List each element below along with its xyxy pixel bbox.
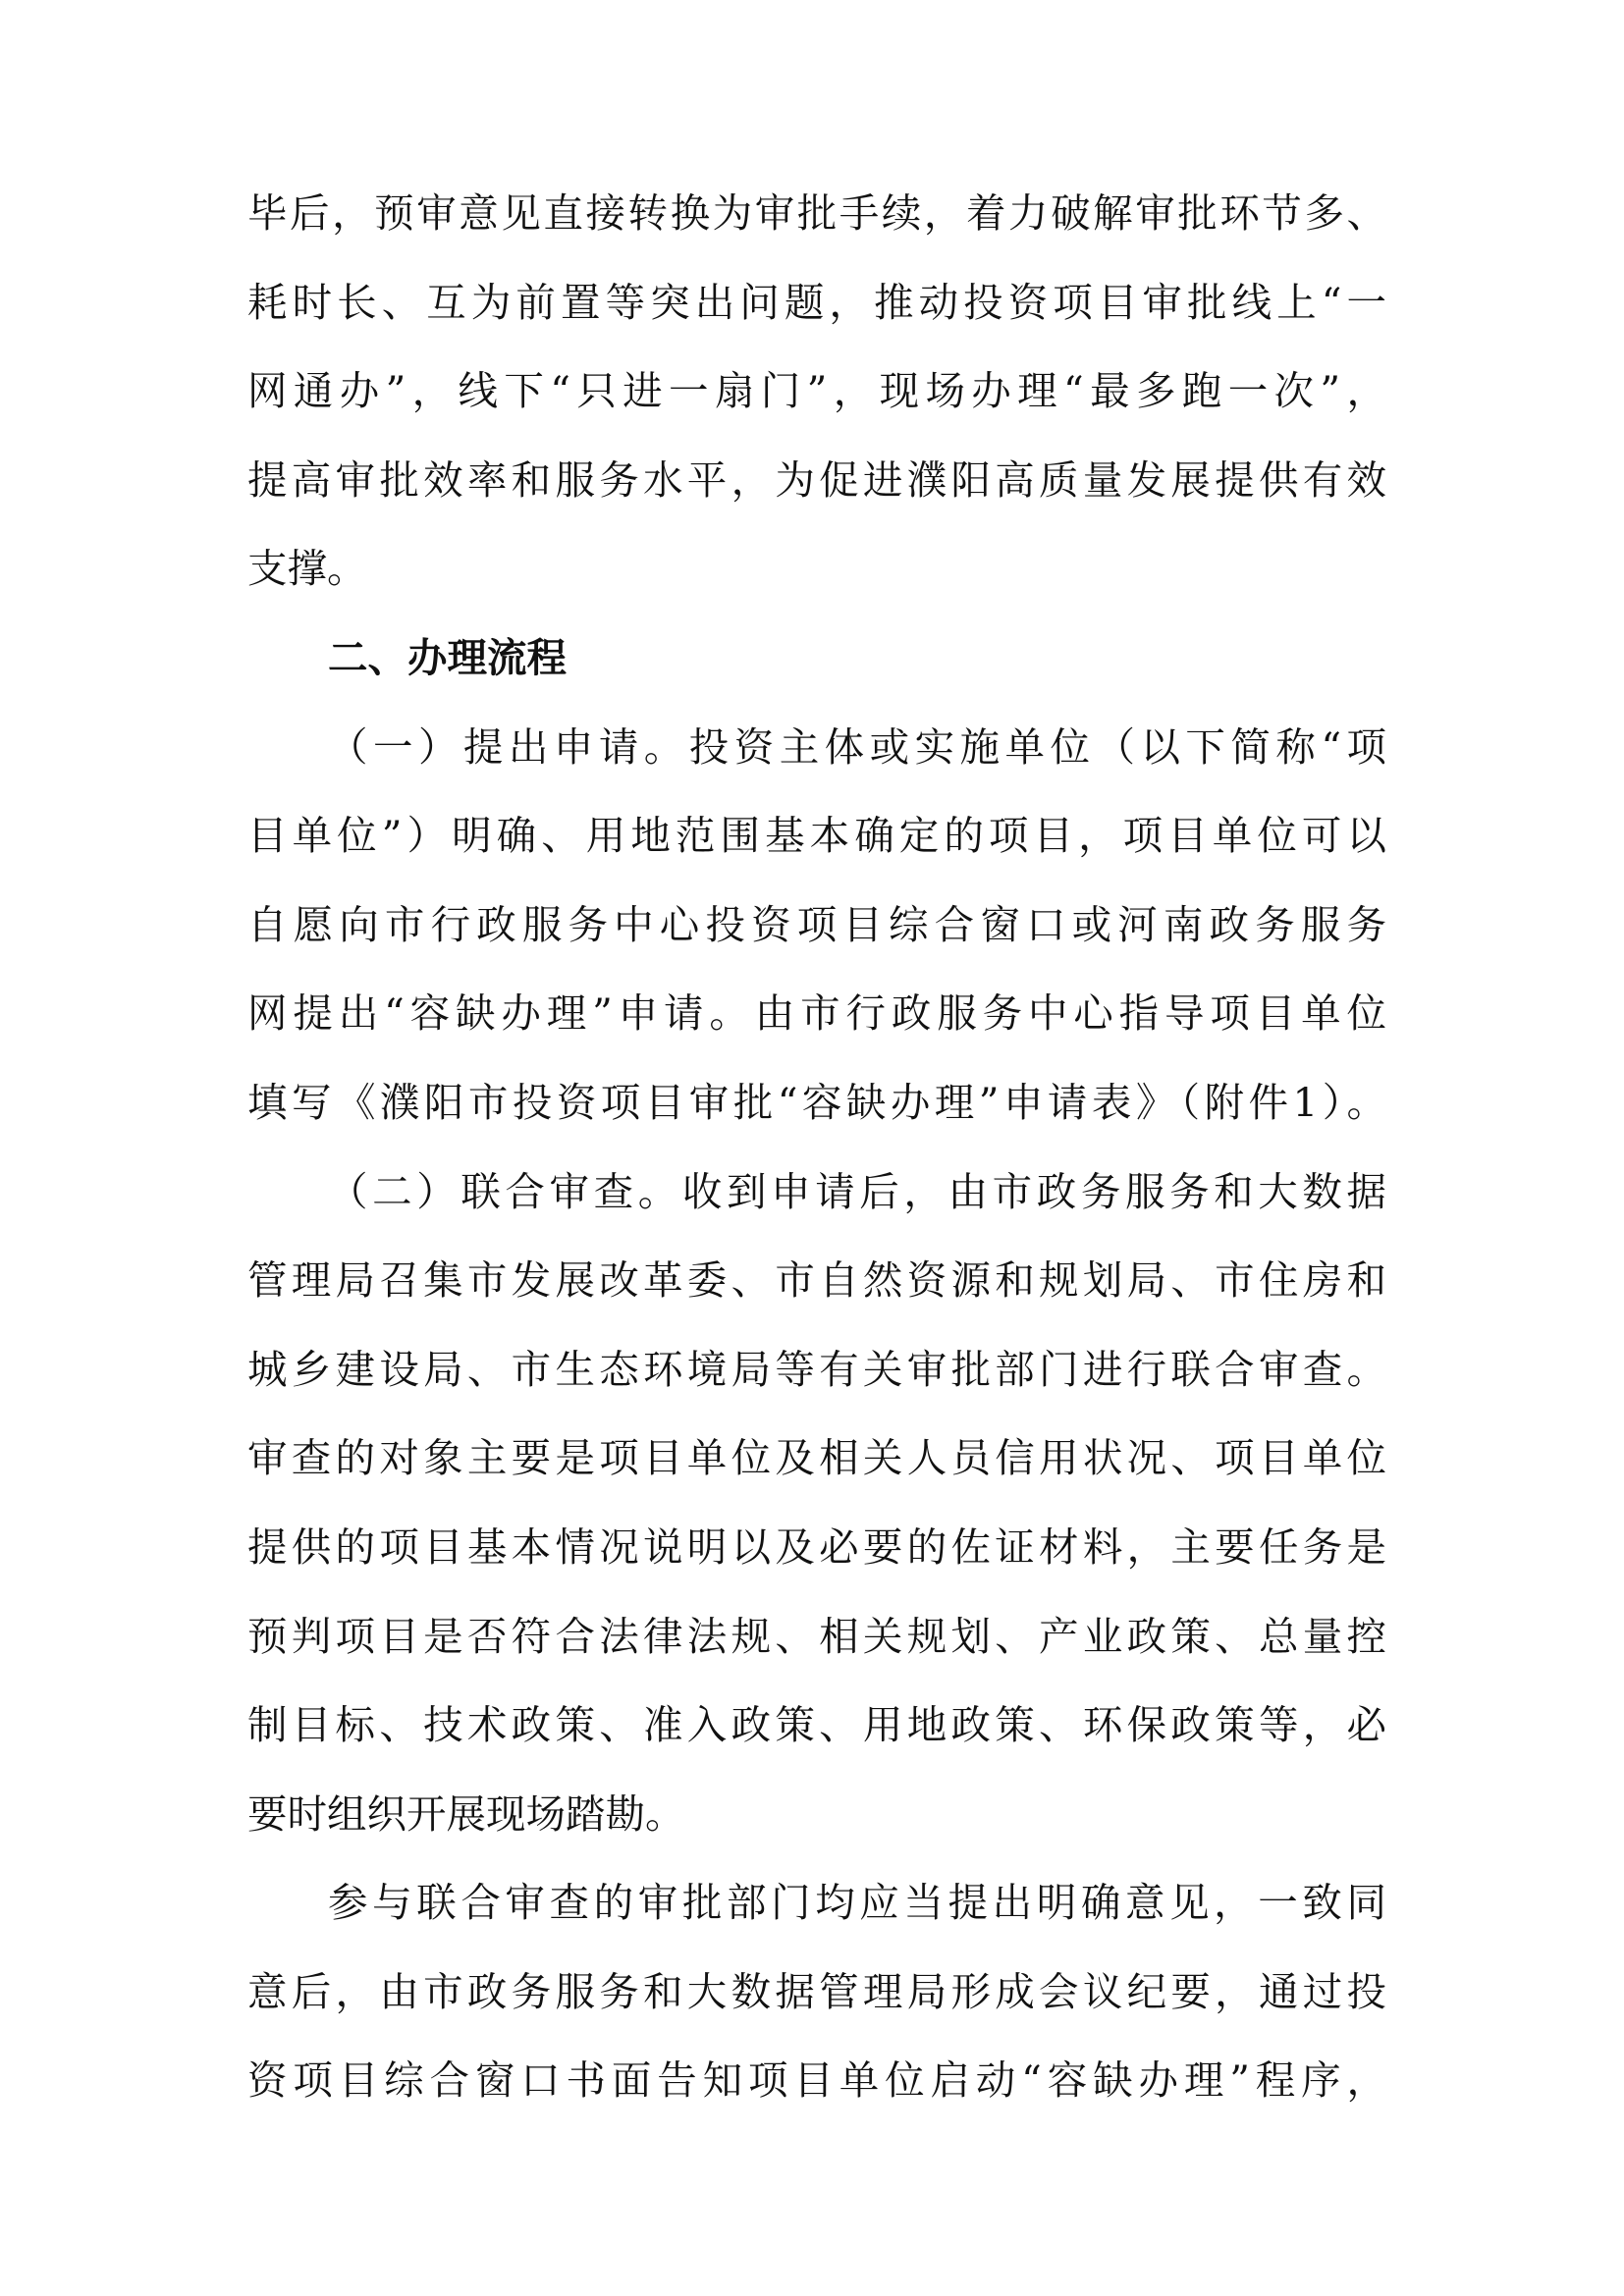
text-line: 耗时长、互为前置等突出问题，推动投资项目审批线上“一 bbox=[247, 278, 1386, 326]
text-line: 意后，由市政务服务和大数据管理局形成会议纪要，通过投 bbox=[247, 1967, 1386, 2015]
text-line: 制目标、技术政策、准入政策、用地政策、环保政策等，必 bbox=[247, 1701, 1386, 1749]
text-line: 自愿向市行政服务中心投资项目综合窗口或河南政务服务 bbox=[247, 900, 1386, 948]
text-line: 目单位”）明确、用地范围基本确定的项目，项目单位可以 bbox=[247, 812, 1386, 860]
text-line: （一）提出申请。投资主体或实施单位（以下简称“项 bbox=[328, 722, 1386, 771]
text-line: 提高审批效率和服务水平，为促进濮阳高质量发展提供有效 bbox=[247, 455, 1386, 504]
text-line: 管理局召集市发展改革委、市自然资源和规划局、市住房和 bbox=[247, 1256, 1386, 1305]
text-line: 审查的对象主要是项目单位及相关人员信用状况、项目单位 bbox=[247, 1434, 1386, 1482]
text-line: 参与联合审查的审批部门均应当提出明确意见，一致同 bbox=[328, 1879, 1386, 1927]
text-line: 要时组织开展现场踏勘。 bbox=[247, 1789, 685, 1838]
text-line: 城乡建设局、市生态环境局等有关审批部门进行联合审查。 bbox=[247, 1345, 1386, 1393]
text-line: 资项目综合窗口书面告知项目单位启动“容缺办理”程序， bbox=[247, 2056, 1386, 2105]
text-line: 支撑。 bbox=[247, 545, 367, 593]
text-line: 提供的项目基本情况说明以及必要的佐证材料，主要任务是 bbox=[247, 1522, 1386, 1571]
text-line: 毕后，预审意见直接转换为审批手续，着力破解审批环节多、 bbox=[247, 189, 1386, 237]
section-heading: 二、办理流程 bbox=[328, 633, 567, 681]
text-line: 预判项目是否符合法律法规、相关规划、产业政策、总量控 bbox=[247, 1612, 1386, 1660]
text-line: 网通办”，线下“只进一扇门”，现场办理“最多跑一次”， bbox=[247, 367, 1386, 415]
text-line: 网提出“容缺办理”申请。由市行政服务中心指导项目单位 bbox=[247, 989, 1386, 1038]
text-line: （二）联合审查。收到申请后，由市政务服务和大数据 bbox=[328, 1167, 1386, 1215]
text-line: 填写《濮阳市投资项目审批“容缺办理”申请表》（附件1）。 bbox=[247, 1078, 1386, 1126]
document-body bbox=[247, 169, 1386, 2125]
